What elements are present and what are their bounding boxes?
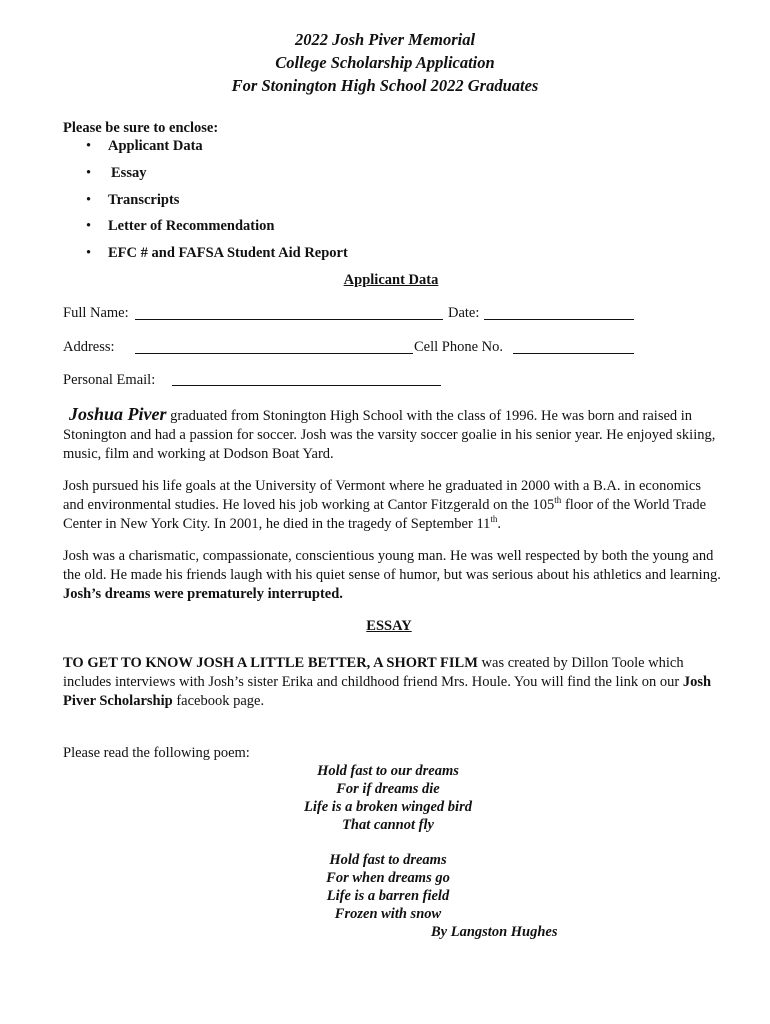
email-field[interactable]	[172, 371, 441, 386]
poem-line: Hold fast to dreams	[329, 852, 447, 868]
address-field[interactable]	[135, 339, 413, 354]
enclose-item-letter: • Letter of Recommendation	[86, 218, 275, 234]
title-line-3: For Stonington High School 2022 Graduates	[231, 76, 539, 95]
poem-author: By Langston Hughes	[431, 924, 558, 940]
enclose-item-transcripts: • Transcripts	[86, 192, 180, 208]
enclose-item-essay: • Essay	[86, 165, 147, 181]
cell-phone-field[interactable]	[513, 339, 634, 354]
poem-intro: Please read the following poem:	[63, 745, 250, 761]
poem-line: For when dreams go	[326, 870, 450, 886]
applicant-data-heading: Applicant Data	[343, 272, 439, 288]
cell-phone-label: Cell Phone No.	[414, 339, 504, 355]
date-field[interactable]	[484, 305, 634, 320]
date-label: Date:	[448, 305, 480, 321]
title-line-2: College Scholarship Application	[275, 53, 495, 72]
bio-paragraph-3: Josh was a charismatic, compassionate, conscientious young man. He was well respected by both the young and the old. He made his friends laugh with his quiet sense of humor, but was serious about his athletics and learning. Josh’s dreams were prematurely interrupted.	[63, 548, 721, 602]
email-label: Personal Email:	[63, 372, 156, 388]
poem-line: Frozen with snow	[334, 906, 442, 922]
bio-name: Joshua Piver	[69, 404, 167, 424]
enclose-heading: Please be sure to enclose:	[63, 120, 219, 136]
essay-paragraph: TO GET TO KNOW JOSH A LITTLE BETTER, A SHORT FILM was created by Dillon Toole which includes interviews with Josh’s sister Erika and childhood friend Mrs. Houle. You will find the link on our Josh Piver Scholarship facebook page.	[63, 655, 712, 709]
poem-line: For if dreams die	[336, 781, 440, 797]
poem-line: That cannot fly	[342, 817, 434, 833]
address-label: Address:	[63, 339, 115, 355]
enclose-item-applicant-data: • Applicant Data	[86, 138, 203, 154]
bio-paragraph-2: Josh pursued his life goals at the University of Vermont where he graduated in 2000 with a B.A. in economics and environmental studies. He loved his job working at Cantor Fitzgerald on the 105th floor of the World Trade Center in New York City. In 2001, he died in the tragedy of September 11th.	[63, 478, 707, 532]
poem-line: Life is a barren field	[326, 888, 450, 904]
essay-heading: ESSAY	[366, 618, 412, 634]
poem-line: Hold fast to our dreams	[317, 763, 459, 779]
title-line-1: 2022 Josh Piver Memorial	[294, 30, 476, 49]
full-name-field[interactable]	[135, 305, 443, 320]
full-name-label: Full Name:	[63, 305, 129, 321]
enclose-item-efc: • EFC # and FAFSA Student Aid Report	[86, 245, 348, 261]
bio-paragraph-1: Joshua Piver graduated from Stonington High School with the class of 1996. He was born and raised in Stonington and had a passion for soccer. Josh was the varsity soccer goalie in his senior year. He enjoyed skiing, music, film and working at Dodson Boat Yard.	[63, 404, 716, 462]
poem-line: Life is a broken winged bird	[304, 799, 472, 815]
